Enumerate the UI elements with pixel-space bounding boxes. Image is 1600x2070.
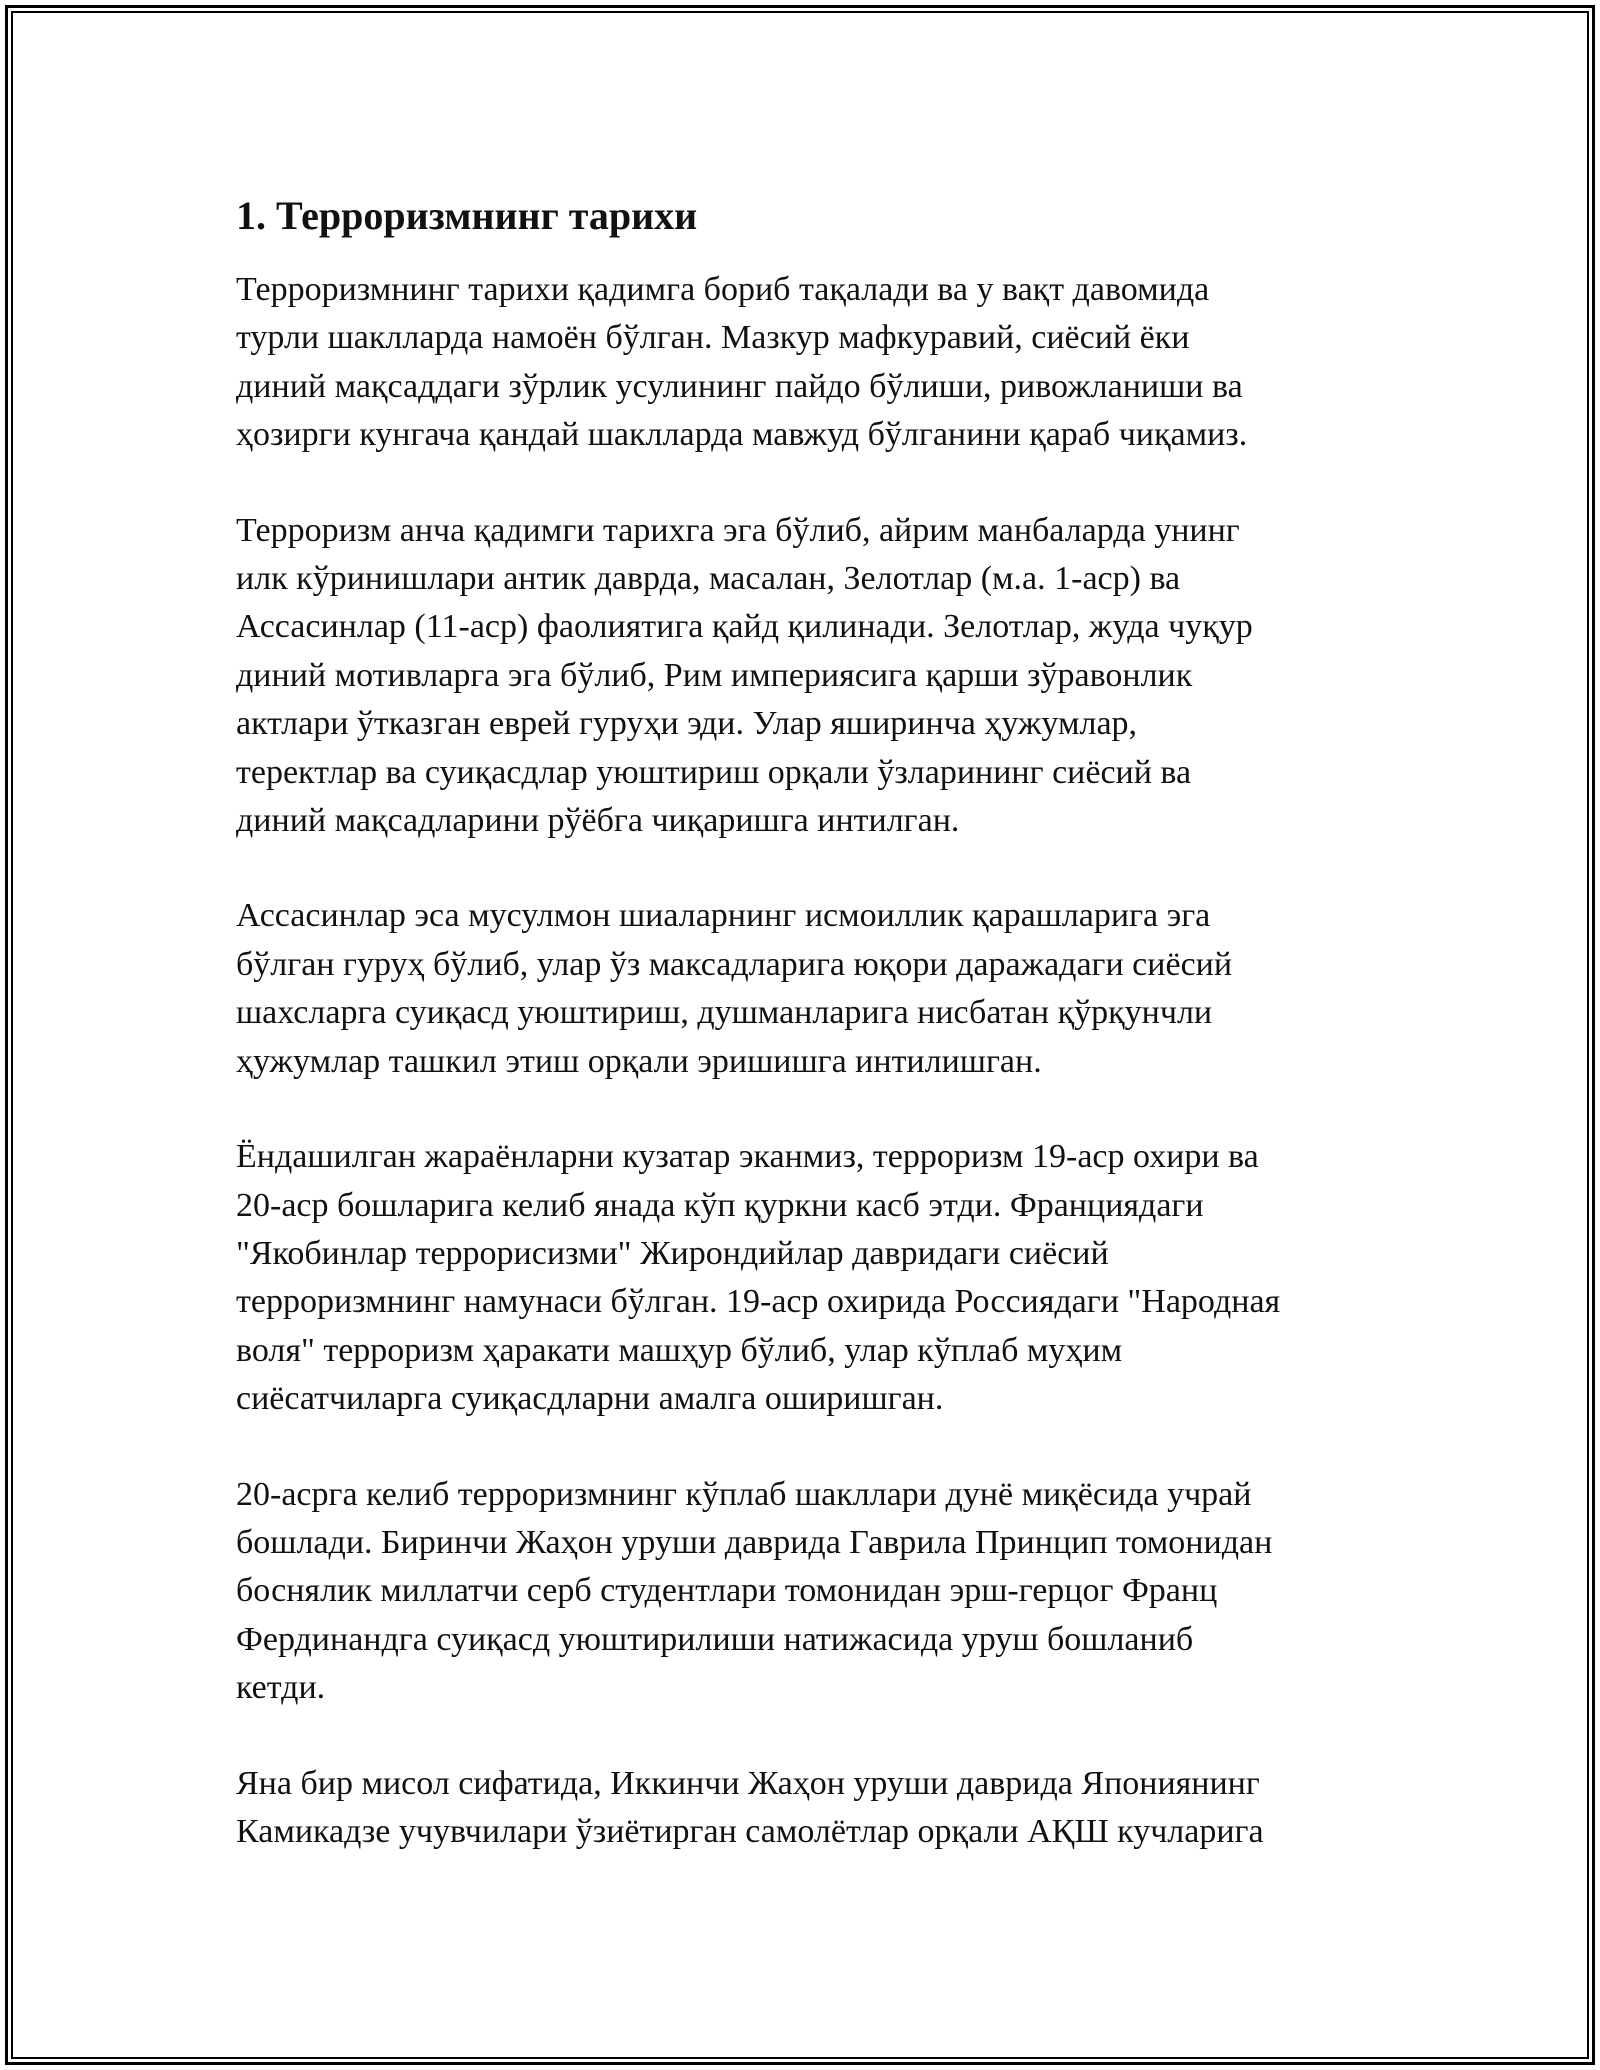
text-line: 20-аср бошларига келиб янада кўп қуркни касб этди. Франциядаги — [236, 1186, 1204, 1224]
paragraph-3 — [236, 892, 1386, 1086]
text-line: ҳозирги кунгача қандай шаклларда мавжуд бўлганини қараб чиқамиз. — [236, 416, 1248, 454]
text-line: 20-асрга келиб терроризмнинг кўплаб шакллари дунё миқёсида учрай — [236, 1475, 1252, 1513]
paragraph-4 — [236, 1133, 1386, 1423]
text-line: "Якобинлар террорисизми" Жирондийлар давридаги сиёсий — [236, 1234, 1109, 1272]
text-line: шахсларга суиқасд уюштириш, душманларига нисбатан қўрқунчли — [236, 994, 1213, 1032]
text-line: диний мақсаддаги зўрлик усулининг пайдо бўлиши, ривожланиши ва — [236, 367, 1243, 405]
text-line: бўлган гуруҳ бўлиб, улар ўз максадларига юқори даражадаги сиёсий — [236, 945, 1233, 983]
text-line: Терроризмнинг тарихи қадимга бориб тақалади ва у вақт давомида — [236, 271, 1210, 308]
text-line: турли шаклларда намоён бўлган. Мазкур мафкуравий, сиёсий ёки — [236, 319, 1190, 357]
text-line: диний мотивларга эга бўлиб, Рим империясига қарши зўравонлик — [236, 656, 1193, 694]
text-line: Ассасинлар эса мусулмон шиаларнинг исмоиллик қарашларига эга — [236, 897, 1211, 935]
paragraph-2 — [236, 507, 1386, 846]
section-heading: 1. Терроризмнинг тарихи — [236, 193, 698, 238]
text-line: ҳужумлар ташкил этиш орқали эришишга интилишган. — [236, 1042, 1042, 1080]
text-line: диний мақсадларини рўёбга чиқаришга интилган. — [236, 802, 960, 840]
text-line: кетди. — [236, 1669, 326, 1707]
text-line: актлари ўтказган еврей гуруҳи эди. Улар яширинча ҳужумлар, — [236, 705, 1138, 743]
paragraph-1 — [236, 266, 1386, 460]
text-line: сиёсатчиларга суиқасдларни амалга оширишган. — [236, 1380, 944, 1418]
text-line: Яна бир мисол сифатида, Иккинчи Жаҳон уруши даврида Япониянинг — [236, 1764, 1260, 1802]
text-line: теректлар ва суиқасдлар уюштириш орқали ўзларининг сиёсий ва — [236, 753, 1192, 791]
text-line: боснялик миллатчи серб студентлари томонидан эрш-герцог Франц — [236, 1572, 1218, 1610]
text-line: бошлади. Биринчи Жаҳон уруши даврида Гаврила Принцип томонидан — [236, 1523, 1273, 1561]
text-line: Камикадзе учувчилари ўзиётирган самолётлар орқали АҚШ кучларига — [236, 1812, 1264, 1850]
paragraph-6 — [236, 1760, 1386, 1857]
document-page — [236, 180, 1386, 1903]
text-line: Фердинандга суиқасд уюштирилиши натижасида уруш бошланиб — [236, 1620, 1194, 1658]
paragraph-5 — [236, 1471, 1386, 1713]
text-line: Терроризм анча қадимги тарихга эга бўлиб, айрим манбаларда унинг — [236, 511, 1240, 549]
text-line: терроризмнинг намунаси бўлган. 19-аср охирида Россиядаги "Народная — [236, 1283, 1281, 1321]
text-line: илк кўринишлари антик даврда, масалан, Зелотлар (м.а. 1-аср) ва — [236, 560, 1181, 598]
text-line: Ассасинлар (11-аср) фаолиятига қайд қилинади. Зелотлар, жуда чуқур — [236, 608, 1253, 646]
text-line: Ёндашилган жараёнларни кузатар эканмиз, терроризм 19-аср охири ва — [236, 1138, 1259, 1176]
text-line: воля" терроризм ҳаракати машҳур бўлиб, улар кўплаб муҳим — [236, 1331, 1123, 1369]
